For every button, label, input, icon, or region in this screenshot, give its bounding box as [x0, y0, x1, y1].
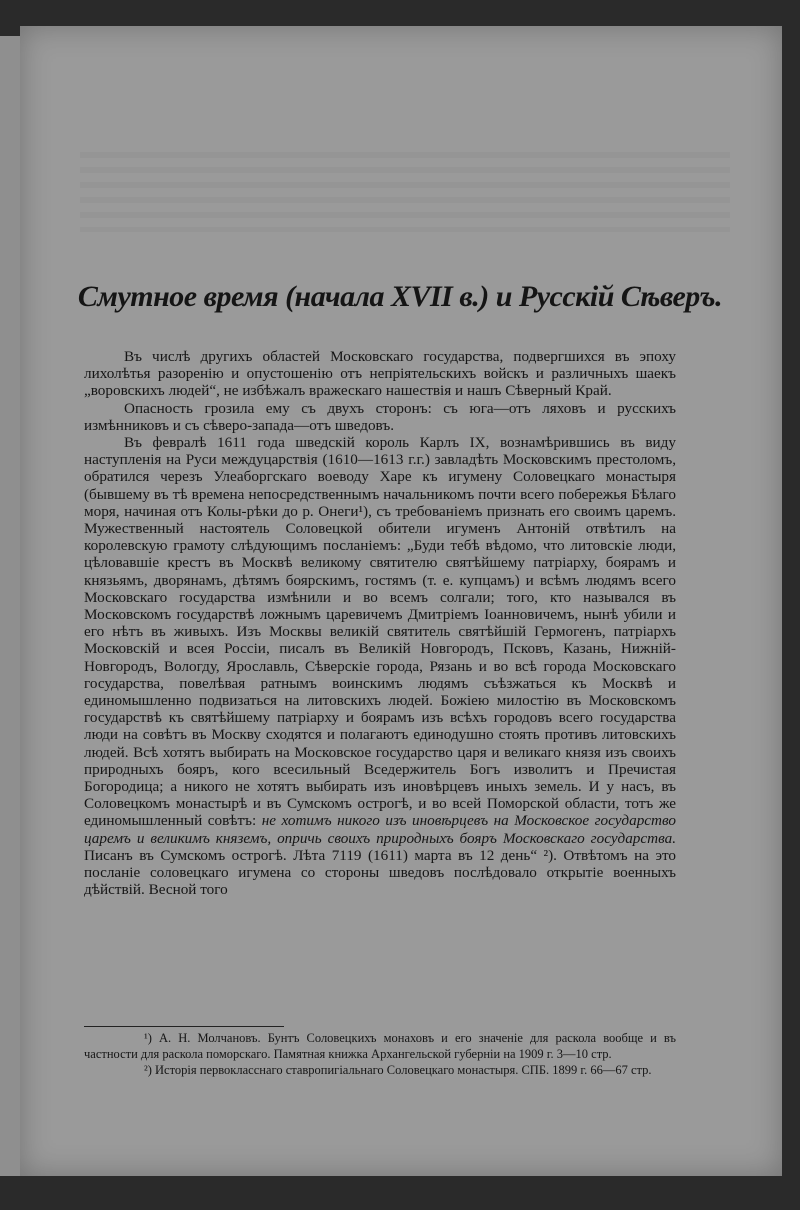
footnote-divider [84, 1026, 284, 1027]
footnote-2: ²) Исторія первокласснаго ставропигіальнаго Соловецкаго монастыря. СПБ. 1899 г. 66—67 стр. [144, 1063, 652, 1077]
page-title: Смутное время (начала XVII в.) и Русскій Сѣверъ. [77, 280, 723, 313]
footnotes [84, 1030, 676, 1078]
facing-page-edge [0, 36, 20, 1176]
footnote-1: ¹) А. Н. Молчановъ. Бунтъ Соловецкихъ монаховъ и его значеніе для раскола вообще и въ частности для раскола поморскаго. Памятная книжка Архангельской губерніи на 1909 г. 3—10 стр. [84, 1031, 676, 1061]
paragraph-3-after: Писанъ въ Сумскомъ острогѣ. Лѣта 7119 (1611) марта въ 12 день“ ²). Отвѣтомъ на это посланіе соловецкаго игумена со стороны шведовъ послѣдовало открытіе военныхъ дѣйствій. Весной того [84, 846, 676, 899]
scanned-page [20, 26, 782, 1176]
bleed-through-text [80, 152, 730, 232]
paragraph-3 [84, 434, 676, 898]
body-text [84, 348, 676, 899]
paragraph-3-main: Въ февралѣ 1611 года шведскій король Карлъ IX, вознамѣрившись въ виду наступленія на Руси междуцарствія (1610—1613 г.г.) завладѣть Московскимъ престоломъ, обратился черезъ Улеаборгскаго воеводу Харе къ игумену Соловецкаго монастыря (бывшему въ тѣ времена непосредственнымъ начальникомъ почти всего побережья Бѣлаго моря, начиная отъ Колы-рѣки до р. Онеги¹), съ требованіемъ признать его своимъ царемъ. Мужественный настоятель Соловецкой обители игуменъ Антоній отвѣтилъ на королевскую грамоту слѣдующимъ посланіемъ: „Буди тебѣ вѣдомо, что литовскіе люди, цѣловавшіе крестъ въ Москвѣ великому святителю святѣйшему патріарху, боярамъ и князьямъ, дворянамъ, дѣтямъ боярскимъ, гостямъ (т. е. купцамъ) и всѣмъ людямъ всего Московскаго государства измѣнили и во всемъ солгали; того, кто назывался въ Московскомъ государствѣ ложнымъ царевичемъ Дмитріемъ Іоанновичемъ, нынѣ убили и его нѣтъ въ живыхъ. Изъ Москвы великій святитель святѣйшій Гермогенъ, патріархъ Московскій и всея Россіи, писалъ въ Великій Новгородъ, Псковъ, Казань, Нижній-Новгородъ, Вологду, Ярославль, Сѣверскіе города, Рязань и во всѣ города Московскаго государства, повелѣвая ратнымъ воинскимъ людямъ съѣзжаться къ Москвѣ и единомышленно подвизаться на литовскихъ людей. Божіею милостію въ Московскомъ государствѣ къ святѣйшему патріарху и боярамъ изъ всѣхъ городовъ всего государства люди на совѣтъ въ Москву сходятся и полагаютъ единодушно стоять противъ литовскихъ людей. Всѣ хотятъ выбирать на Московское государство царя и великаго князя изъ своихъ природныхъ бояръ, кого всесильный Вседержитель Богъ изволитъ и Пречистая Богородица; а никого не хотятъ выбирать изъ иновѣрцевъ иныхъ земель. И у насъ, въ Соловецкомъ монастырѣ и въ Сумскомъ острогѣ, и во всей Поморской области, тотъ же единомышленный совѣтъ: [84, 434, 676, 830]
paragraph-3-italic: не хотимъ никого изъ иновѣрцевъ на Московское государство царемъ и великимъ княземъ, опричь своихъ природныхъ бояръ Московскаго государства. [84, 812, 676, 847]
paragraph-2: Опасность грозила ему съ двухъ сторонъ: съ юга—отъ ляховъ и русскихъ измѣнниковъ и съ сѣверо-запада—отъ шведовъ. [84, 399, 676, 434]
paragraph-1: Въ числѣ другихъ областей Московскаго государства, подвергшихся въ эпоху лихолѣтья разоренію и опустошенію отъ непріятельскихъ войскъ и различныхъ шаекъ „воровскихъ людей“, не избѣжалъ вражескаго нашествія и нашъ Сѣверный Край. [84, 348, 676, 400]
